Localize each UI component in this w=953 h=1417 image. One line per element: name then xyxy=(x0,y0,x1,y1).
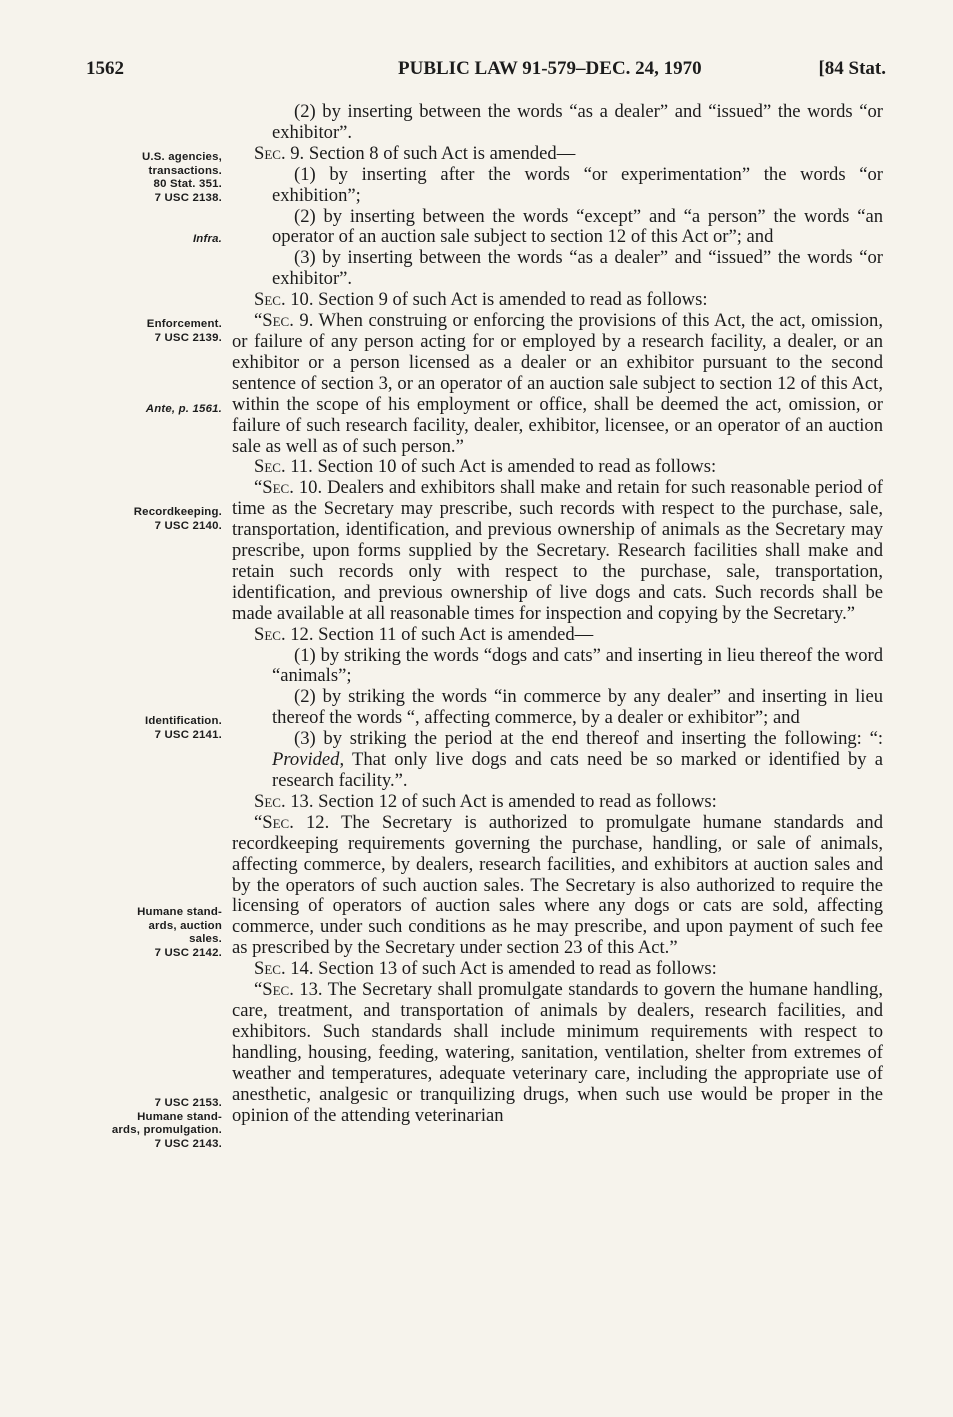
margin-line: Humane stand- xyxy=(137,1110,222,1123)
sec-text: 10. Dealers and exhibitors shall make and retain for such reasonable period of time as the Secretary may prescribe, such records with respect to the purchase, sale, transportation, identification, and previous ownership of animals as the Secretary may prescribe, upon forms supplied by the Secretary. Research facilities shall make and retain such records only with respect to the purchase, sale, transportation, identification, and previous ownership of live dogs and cats. Such records shall be made available at all reasonable times for inspection and copying by the Secretary.” xyxy=(232,477,883,624)
section-10 xyxy=(232,290,883,311)
margin-line: Humane stand- xyxy=(137,906,222,918)
margin-line: Enforcement. xyxy=(146,318,222,330)
margin-line: 80 Stat. 351. xyxy=(153,178,222,190)
sec-text: 13. The Secretary shall promulgate standards to govern the humane handling, care, treatment, and transportation of animals by dealers, research facilities, and exhibitors. Such standards shall include minimum requirements with respect to handling, housing, feeding, watering, sanitation, ventilation, shelter from extremes of weather and temperatures, adequate veterinary care, including the appropriate use of anesthetic, analgesic or tranquilizing drugs, when such use would be proper in the opinion of the attending veterinarian xyxy=(232,979,883,1126)
clause: (1) by striking the words “dogs and cats” and inserting in lieu thereof the word “animals”; xyxy=(272,644,883,687)
margin-note-recordkeeping xyxy=(80,506,222,533)
sec-label: Sec. xyxy=(254,142,286,164)
sec-label: Sec. xyxy=(254,289,286,311)
margin-line: Ante, p. 1561. xyxy=(145,403,222,415)
clause: (1) by inserting after the words “or experimentation” the words “or exhibition”; xyxy=(272,163,883,206)
sec-text: 9. Section 8 of such Act is amended— xyxy=(285,142,576,164)
sec-label: “Sec. xyxy=(254,979,294,1001)
section-14 xyxy=(232,959,883,980)
margin-note-ante xyxy=(80,403,222,417)
quoted-section xyxy=(232,311,883,457)
sec-text: 9. When construing or enforcing the provisions of this Act, the act, omission, or failure of any person acting for or employed by a research facility, a dealer, or an exhibitor or a person licensed as a dealer or an exhibitor pursuant to the second sentence of section 3, or an operator of an auction sale subject to section 12 of this Act, within the scope of his employment or office, shall be deemed the act, omission, or failure of such research facility, dealer, exhibitor, licensee, or an operator of an auction sale as well as of such person.” xyxy=(232,310,883,457)
sec-text: 13. Section 12 of such Act is amended to read as follows: xyxy=(285,790,717,812)
margin-line: 7 USC 2142. xyxy=(154,946,222,959)
paragraph: (2) by inserting between the words “as a dealer” and “issued” the words “or exhibitor”. xyxy=(272,101,883,143)
sec-text: 11. Section 10 of such Act is amended to read as follows: xyxy=(285,456,717,478)
margin-line: 7 USC 2140. xyxy=(154,519,222,532)
margin-note-humane-auction xyxy=(80,906,222,960)
sec-text: 10. Section 9 of such Act is amended to read as follows: xyxy=(285,289,708,311)
sec-label: “Sec. xyxy=(254,811,294,833)
margin-line: 7 USC 2141. xyxy=(154,728,222,741)
margin-note-enforcement xyxy=(80,318,222,345)
sec-label: “Sec. xyxy=(254,477,294,499)
page-header xyxy=(86,58,886,84)
sec-label: “Sec. xyxy=(254,310,294,332)
sec-text: 12. The Secretary is authorized to promulgate humane standards and recordkeeping requirements governing the purchase, handling, or sale of animals, affecting commerce, by dealers, research facilities, and exhibitors at auction sales and by the operators of such auction sales. The Secretary is also authorized to require the licensing of operators of auction sales where any dogs or cats are sold, affecting commerce, under such conditions as he may prescribe, and upon payment of such fee as prescribed by the Secretary under section 23 of this Act.” xyxy=(232,811,883,959)
sec-text: 12. Section 11 of such Act is amended— xyxy=(285,623,594,645)
margin-line: Recordkeeping. xyxy=(133,506,222,518)
sec-label: Sec. xyxy=(254,790,286,812)
quoted-section xyxy=(232,813,883,959)
margin-note-humane-promulgation xyxy=(80,1097,222,1151)
margin-note-infra xyxy=(80,233,222,247)
clause-text: , That only live dogs and cats need be so marked or identified by a research facility.”. xyxy=(272,749,883,791)
margin-line: 7 USC 2138. xyxy=(154,191,222,204)
statute-body xyxy=(232,102,883,1126)
margin-line: ards, promulgation. xyxy=(111,1124,222,1136)
sec-label: Sec. xyxy=(254,623,286,645)
margin-note-agencies xyxy=(80,151,222,205)
page-number: 1562 xyxy=(86,58,124,79)
section-11 xyxy=(232,457,883,478)
margin-line: 7 USC 2139. xyxy=(154,331,222,344)
statute-reference: [84 Stat. xyxy=(818,58,886,79)
margin-line: Infra. xyxy=(192,233,222,245)
margin-line: sales. xyxy=(189,933,222,945)
sec-text: 14. Section 13 of such Act is amended to read as follows: xyxy=(285,958,717,980)
clause: (2) by striking the words “in commerce by any dealer” and inserting in lieu thereof the words “, affecting commerce, by a dealer or exhibitor”; and xyxy=(272,686,883,729)
sec-label: Sec. xyxy=(254,456,286,478)
section-9 xyxy=(232,144,883,165)
quoted-section xyxy=(232,980,883,1126)
section-12 xyxy=(232,625,883,646)
law-title: PUBLIC LAW 91-579–DEC. 24, 1970 xyxy=(398,58,702,79)
clause-text: (3) by striking the period at the end thereof and inserting the following: “: xyxy=(294,728,883,750)
margin-line: U.S. agencies, xyxy=(141,151,222,163)
section-13 xyxy=(232,792,883,813)
margin-note-identification xyxy=(80,715,222,742)
clause xyxy=(232,729,883,792)
margin-line: 7 USC 2153. xyxy=(154,1097,222,1109)
margin-line: ards, auction xyxy=(148,919,222,932)
margin-line: 7 USC 2143. xyxy=(154,1137,222,1150)
clause: (3) by inserting between the words “as a dealer” and “issued” the words “or exhibitor”. xyxy=(272,247,883,290)
sec-label: Sec. xyxy=(254,958,286,980)
margin-line: Identification. xyxy=(144,715,222,727)
quoted-section xyxy=(232,478,883,624)
provided-term: Provided xyxy=(272,749,340,771)
margin-line: transactions. xyxy=(148,164,222,177)
clause: (2) by inserting between the words “except” and “a person” the words “an operator of an auction sale subject to section 12 of this Act or”; and xyxy=(272,205,883,248)
